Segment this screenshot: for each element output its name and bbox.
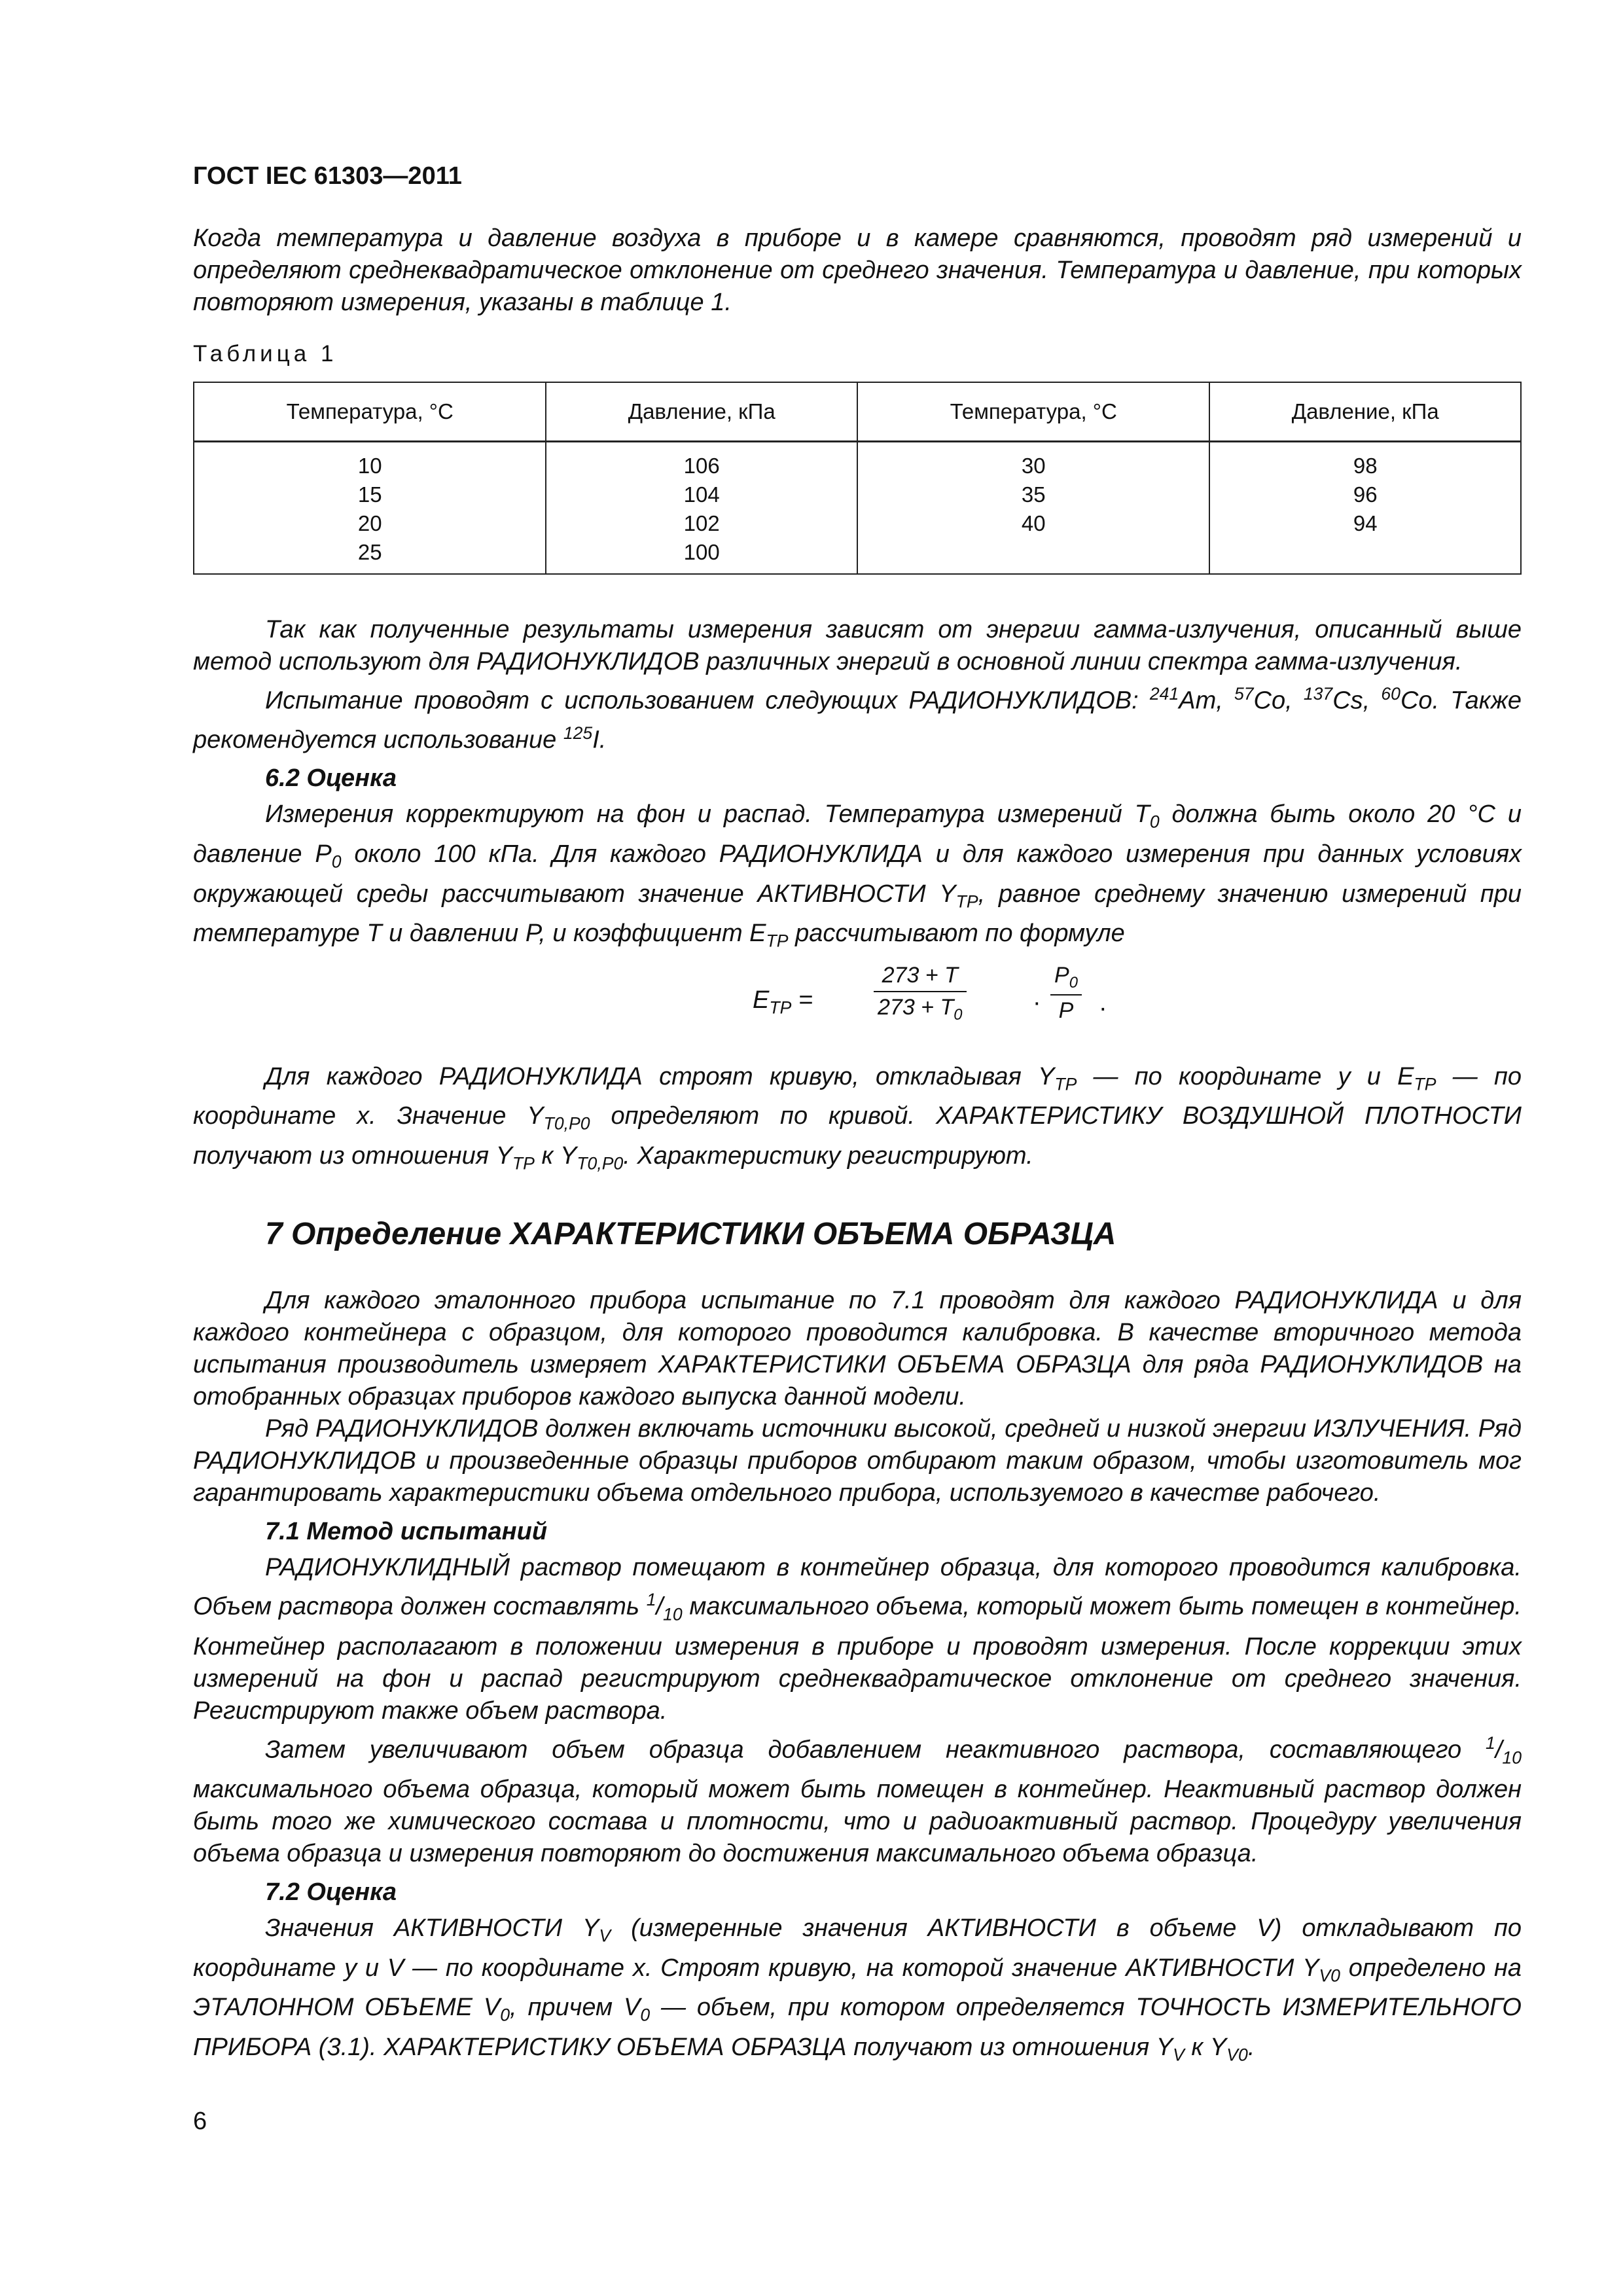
table-caption: Таблица 1 bbox=[193, 341, 338, 367]
formula-etp bbox=[193, 963, 1522, 1041]
subscript: 10 bbox=[1502, 1747, 1522, 1767]
subscript: TP bbox=[1054, 1074, 1077, 1094]
text-span: P bbox=[1054, 962, 1069, 988]
text-span: = bbox=[791, 986, 813, 1014]
section-7-1-title: 7.1 Метод испытаний bbox=[265, 1518, 548, 1546]
table-header-row bbox=[194, 382, 1521, 442]
text-span: . bbox=[1247, 2033, 1255, 2061]
text-span: Для каждого РАДИОНУКЛИДА строят кривую, откладывая Y bbox=[265, 1062, 1055, 1090]
formula-multiply: · bbox=[1033, 988, 1041, 1016]
table-header-cell: Температура, °С bbox=[194, 382, 546, 442]
text-span: . Характеристику регистрируют. bbox=[623, 1141, 1033, 1170]
text-span: — по координате y и E bbox=[1077, 1062, 1414, 1090]
subscript: 0 bbox=[500, 2005, 510, 2025]
section-7-paragraph-2: Ряд РАДИОНУКЛИДОВ должен включать источники высокой, средней и низкой энергии ИЗЛУЧЕНИЯ. Ряд РАДИОНУКЛИДОВ и произведенные образцы приборов отбирают таким образом, чтобы изготовитель мог гарантировать характеристики объема отдельного прибора, используемого в качестве рабочего. bbox=[193, 1415, 1522, 1507]
superscript: 60 bbox=[1381, 684, 1400, 704]
section-6-2-title: 6.2 Оценка bbox=[265, 764, 397, 793]
fraction-denominator: P bbox=[1058, 998, 1074, 1024]
section-7-1-paragraph-2: Затем увеличивают объем образца добавлением неактивного раствора, составляющего $^1/_{10}$ максимального объема образца, который может быть помещен в контейнер. Неактивный раствор должен быть того же химического состава и плотности, что и радиоактивный раствор. Процедуру увеличения объема образца и измерения повторяют до достижения максимального объема образца. bbox=[193, 1732, 1522, 1867]
section-6-2-paragraph bbox=[193, 798, 1522, 957]
table-cell: 10 15 20 25 bbox=[194, 442, 546, 575]
subscript: V bbox=[599, 1926, 611, 1946]
text-span: определено на ЭТАЛОННОМ ОБЪЕМЕ V bbox=[193, 1954, 1522, 2022]
text-span: — объем, при котором определяется ТОЧНОСТЬ ИЗМЕРИТЕЛЬНОГО ПРИБОРА (3.1). ХАРАКТЕРИСТИКУ ОБЪЕМА ОБРАЗЦА получают из отношения Y bbox=[193, 1994, 1522, 2061]
section-7-paragraph-1: Для каждого эталонного прибора испытание по 7.1 проводят для каждого РАДИОНУКЛИДА и для каждого контейнера с образцом, для которого проводится калибровка. В качестве вторичного метода испытания производитель измеряет ХАРАКТЕРИСТИКИ ОБЪЕМА ОБРАЗЦА для ряда РАДИОНУКЛИДОВ на отобранных образцах приборов каждого выпуска данной модели. bbox=[193, 1287, 1522, 1411]
text-span: , равное среднему значению измерений при температуре T и давлении P, и коэффициент E bbox=[193, 880, 1522, 948]
text-span: к Y bbox=[534, 1141, 577, 1170]
subscript: V0 bbox=[1226, 2045, 1248, 2065]
subscript: 0 bbox=[954, 1005, 963, 1024]
text-span: Cs, bbox=[1332, 687, 1382, 715]
subscript: 0 bbox=[1149, 812, 1160, 832]
text-span: — по координате x. Значение Y bbox=[193, 1062, 1522, 1130]
text-span: 273 + T bbox=[878, 994, 954, 1020]
section-7-2-paragraph bbox=[193, 1912, 1522, 2071]
subscript: V bbox=[1173, 2045, 1185, 2065]
text-span: (измеренные значения АКТИВНОСТИ в объеме V) откладывают по координате y и V — по координате x. Строят кривую, на которой значение АКТИВНОСТИ Y bbox=[193, 1914, 1522, 1982]
text-span: определяют по кривой. ХАРАКТЕРИСТИКУ ВОЗДУШНОЙ ПЛОТНОСТИ получают из отношения Y bbox=[193, 1102, 1522, 1170]
text-span: Затем увеличивают объем образца добавлением неактивного раствора, составляющего bbox=[265, 1736, 1486, 1764]
subscript: TP bbox=[512, 1153, 535, 1174]
text-span: Значения АКТИВНОСТИ Y bbox=[265, 1914, 599, 1942]
subscript: T0,P0 bbox=[577, 1153, 624, 1174]
energy-paragraph: Так как полученные результаты измерения зависят от энергии гамма-излучения, описанный выше метод используют для РАДИОНУКЛИДОВ различных энергий в основной линии спектра гамма-излучения. bbox=[193, 616, 1522, 675]
table-header-cell: Давление, кПа bbox=[1209, 382, 1521, 442]
subscript: 0 bbox=[1069, 973, 1078, 992]
formula-period: . bbox=[1099, 988, 1107, 1016]
table-header-cell: Давление, кПа bbox=[546, 382, 857, 442]
subscript: 0 bbox=[640, 2005, 651, 2025]
text-span: максимального объема образца, который может быть помещен в контейнер. Неактивный раствор должен быть того же химического состава и плотности, что и радиоактивный раствор. Процедуру увеличения объема образца и измерения повторяют до достижения максимального объема образца. bbox=[193, 1775, 1522, 1867]
section-7-2-title: 7.2 Оценка bbox=[265, 1878, 397, 1906]
section-7-title: 7 Определение ХАРАКТЕРИСТИКИ ОБЪЕМА ОБРАЗЦА bbox=[265, 1217, 1116, 1252]
superscript: 137 bbox=[1303, 684, 1333, 704]
fraction-numerator: 273 + T bbox=[874, 963, 967, 992]
text-span: должна быть около 20 °С и давление P bbox=[193, 800, 1522, 868]
text-span: Испытание проводят с использованием следующих РАДИОНУКЛИДОВ: bbox=[265, 687, 1150, 715]
section-7-1-paragraph-1: РАДИОНУКЛИДНЫЙ раствор помещают в контейнер образца, для которого проводится калибровка. Объем раствора должен составлять $^1/_{10}$ максимального объема, который может быть помещен в контейнер. Контейнер располагают в положении измерения в приборе и проводят измерения. После коррекции этих измерений на фон и распад регистрируют среднеквадратическое отклонение от среднего значения. Регистрируют также объем раствора. bbox=[193, 1554, 1522, 1725]
superscript: 57 bbox=[1234, 684, 1254, 704]
document-page bbox=[193, 0, 1522, 2296]
table-header-cell: Температура, °С bbox=[857, 382, 1209, 442]
text-span: Am, bbox=[1179, 687, 1234, 715]
text-span: к Y bbox=[1184, 2033, 1227, 2061]
subscript: T0,P0 bbox=[543, 1113, 590, 1134]
text-span: Измерения корректируют на фон и распад. Температура измерений T bbox=[265, 800, 1150, 829]
text-span: I. bbox=[592, 726, 607, 754]
text-span: РАДИОНУКЛИДНЫЙ раствор помещают в контейнер образца, для которого проводится калибровка. Объем раствора должен составлять bbox=[193, 1554, 1522, 1621]
text-span: Co. Также рекомендуется использование bbox=[193, 687, 1522, 754]
fraction-denominator bbox=[874, 992, 967, 1024]
text-span: , причем V bbox=[510, 1994, 641, 2022]
table-1 bbox=[193, 382, 1522, 575]
superscript: 1 bbox=[646, 1590, 656, 1610]
subscript: 0 bbox=[331, 852, 342, 872]
subscript: TP bbox=[769, 997, 792, 1018]
text-span: рассчитывают по формуле bbox=[788, 920, 1125, 948]
subscript: TP bbox=[766, 931, 789, 951]
table-cell: 106 104 102 100 bbox=[546, 442, 857, 575]
table-cell: 30 35 40 bbox=[857, 442, 1209, 575]
section-6-2-paragraph-2 bbox=[193, 1061, 1522, 1180]
superscript: 241 bbox=[1149, 684, 1179, 704]
fraction-numerator bbox=[1050, 963, 1082, 996]
superscript: 125 bbox=[563, 723, 593, 743]
superscript: 1 bbox=[1486, 1732, 1495, 1753]
text-span: Co, bbox=[1253, 687, 1304, 715]
page-number: 6 bbox=[193, 2108, 207, 2135]
formula-lhs bbox=[753, 986, 813, 1018]
intro-paragraph: Когда температура и давление воздуха в приборе и в камере сравняются, проводят ряд измерений и определяют среднеквадратическое отклонение от среднего значения. Температура и давление, при которых повторяют измерения, указаны в таблице 1. bbox=[193, 224, 1522, 316]
subscript: TP bbox=[1414, 1074, 1436, 1094]
table-cell: 98 96 94 bbox=[1209, 442, 1521, 575]
table-row bbox=[194, 442, 1521, 575]
text-span: около 100 кПа. Для каждого РАДИОНУКЛИДА и для каждого измерения при данных условиях окружающей среды рассчитывают значение АКТИВНОСТИ Y bbox=[193, 840, 1522, 908]
subscript: TP bbox=[955, 891, 978, 912]
formula-fraction-1 bbox=[874, 963, 967, 1024]
page-content bbox=[193, 223, 1522, 2071]
text-span: E bbox=[753, 986, 770, 1014]
subscript: 10 bbox=[663, 1604, 683, 1624]
formula-fraction-2 bbox=[1050, 963, 1082, 1024]
nuclides-paragraph bbox=[193, 678, 1522, 756]
document-header: ГОСТ IEC 61303—2011 bbox=[193, 162, 462, 190]
subscript: V0 bbox=[1319, 1965, 1340, 1986]
text-span: максимального объема, который может быть помещен в контейнер. Контейнер располагают в положении измерения в приборе и проводят измерения. После коррекции этих измерений на фон и распад регистрируют среднеквадратическое отклонение от среднего значения. Регистрируют также объем раствора. bbox=[193, 1593, 1522, 1725]
